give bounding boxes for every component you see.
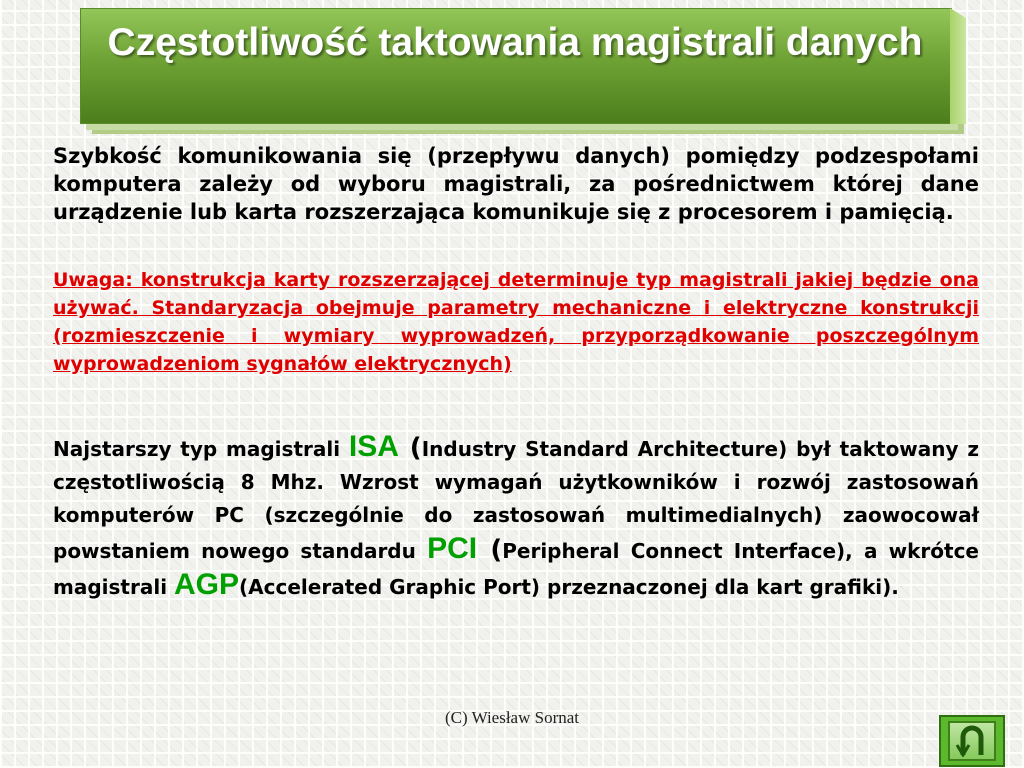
copyright-footer: (C) Wiesław Sornat bbox=[444, 708, 580, 727]
history-text-1: Najstarszy typ magistrali bbox=[53, 437, 349, 461]
history-paren-2: ( bbox=[477, 535, 503, 565]
u-turn-arrow-icon bbox=[955, 725, 989, 757]
pci-highlight: PCI bbox=[427, 532, 478, 565]
back-button-face[interactable] bbox=[948, 721, 996, 761]
history-text-2: Industry Standard Architecture) był taktowany z częstotliwością 8 Mhz. Wzrost wymagań użytkowników i rozwój zastosowań komputerów PC (szczególnie do zastosowań multimedialnych) zaowocował powstaniem nowego standardu bbox=[53, 437, 980, 563]
warning-paragraph: Uwaga: konstrukcja karty rozszerzającej determinuje typ magistrali jakiej będzie ona używać. Standaryzacja obejmuje parametry mechaniczne i elektryczne konstrukcji (rozmieszczenie i wymiary wyprowadzeń, przyporządkowanie poszczególnym wyprowadzeniom sygnałów elektrycznych) bbox=[53, 269, 979, 375]
paragraph-bus-history bbox=[53, 430, 979, 604]
paragraph-bus-speed: Szybkość komunikowania się (przepływu danych) pomiędzy podzespołami komputera zależy od wyboru magistrali, za pośrednictwem której dane urządzenie lub karta rozszerzająca komunikuje się z procesorem i pamięcią. bbox=[53, 144, 979, 224]
isa-highlight: ISA bbox=[348, 430, 399, 463]
back-button[interactable] bbox=[939, 715, 1005, 767]
slide-title: Częstotliwość taktowania magistrali danych bbox=[107, 21, 923, 64]
history-paren-1: ( bbox=[398, 433, 422, 463]
history-text-4: (Accelerated Graphic Port) przeznaczonej dla kart grafiki). bbox=[239, 575, 899, 599]
agp-highlight: AGP bbox=[174, 568, 240, 601]
history-text-3: Peripheral Connect Interface), a wkrótce magistrali bbox=[53, 539, 979, 599]
title-banner-bevel bbox=[950, 8, 966, 124]
